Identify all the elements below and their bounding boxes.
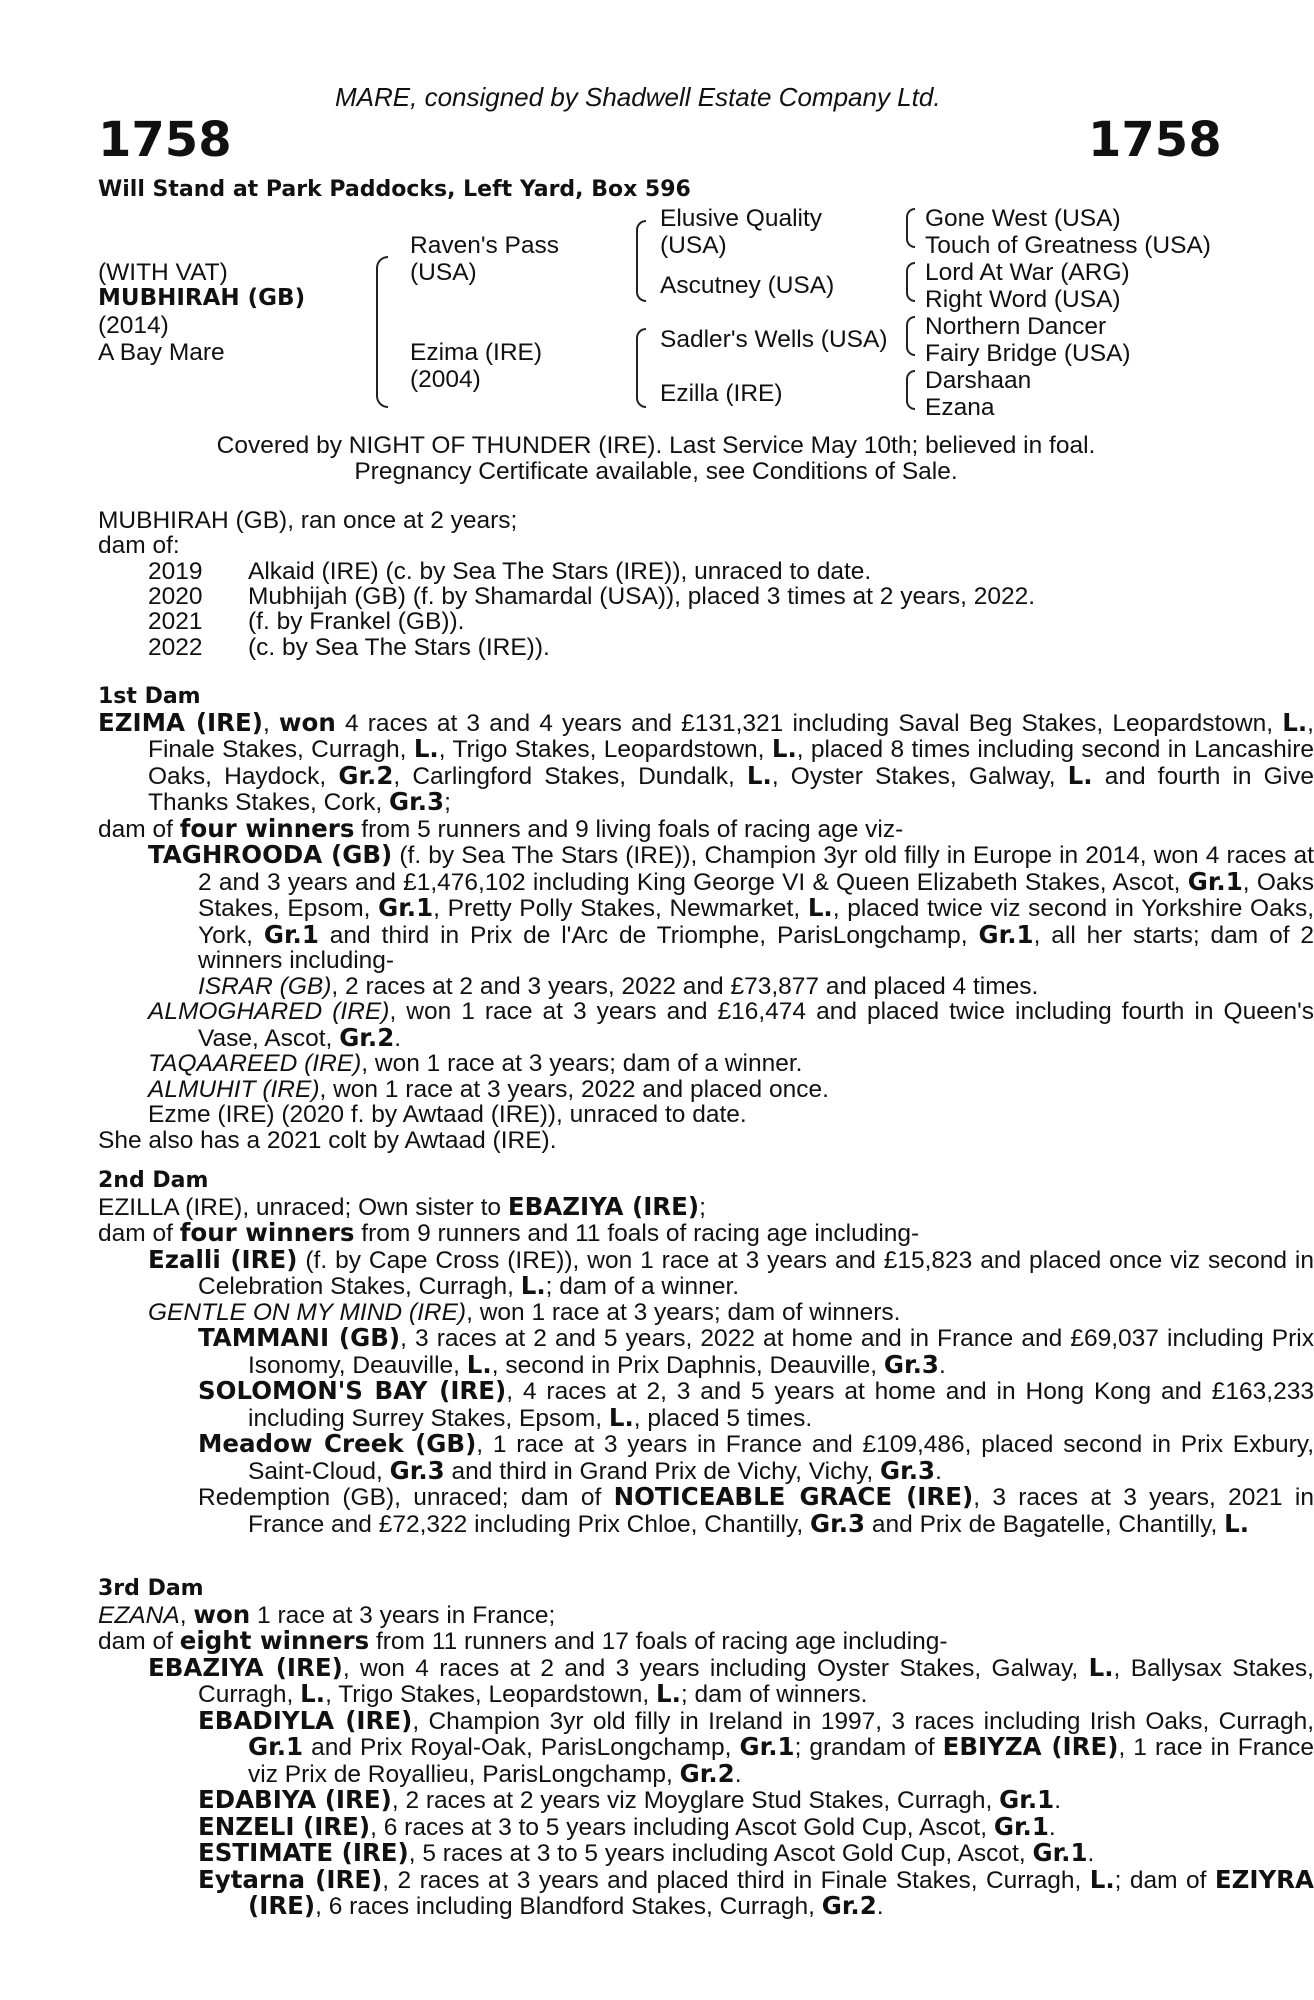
grandparent-2: Touch of Greatness (USA) (925, 232, 1211, 259)
pedigree-brace-g1 (906, 208, 915, 248)
produce-text: (c. by Sea The Stars (IRE)). (248, 634, 550, 661)
horse-name: MUBHIRAH (GB) (98, 285, 306, 311)
ezalli-entry: Ezalli (IRE) (f. by Cape Cross (IRE)), won 1 race at 3 years and £15,823 and placed once viz second in Celebration Stakes, Curragh, L.; dam of a winner. (148, 1244, 1314, 1300)
produce-damof: dam of: (98, 532, 180, 559)
israr-entry: ISRAR (GB), 2 races at 2 and 3 years, 2022 and £73,877 and placed 4 times. (198, 972, 1039, 1000)
horse-year: (2014) (98, 312, 169, 339)
grandparent-5: Northern Dancer (925, 313, 1107, 340)
stand-location: Will Stand at Park Paddocks, Left Yard, Box 596 (98, 177, 691, 202)
dam-sire: Sadler's Wells (USA) (660, 326, 888, 353)
second-dam-section (98, 1168, 1314, 1537)
second-dam-summary: dam of four winners from 9 runners and 11 foals of racing age including- (98, 1218, 920, 1247)
almuhit-entry: ALMUHIT (IRE), won 1 race at 3 years, 2022 and placed once. (148, 1075, 829, 1103)
produce-year: 2021 (148, 608, 203, 635)
produce-text: Mubhijah (GB) (f. by Shamardal (USA)), placed 3 times at 2 years, 2022. (248, 583, 1036, 610)
pedigree-brace-g4 (906, 370, 915, 410)
pedigree-brace-main (376, 256, 388, 408)
grandparent-8: Ezana (925, 394, 995, 421)
dam-year: (2004) (410, 366, 481, 393)
consignor-line: MARE, consigned by Shadwell Estate Company Ltd. (335, 82, 941, 112)
third-dam-section (98, 1576, 1314, 1920)
estimate-entry: ESTIMATE (IRE), 5 races at 3 to 5 years including Ascot Gold Cup, Ascot, Gr.1. (198, 1838, 1095, 1867)
almoghared-entry: ALMOGHARED (IRE), won 1 race at 3 years and £16,474 and placed twice including fourth in Queen's Vase, Ascot, Gr.2. (148, 998, 1314, 1052)
sire-sire-country: (USA) (660, 232, 727, 259)
eytarna-entry: Eytarna (IRE), 2 races at 3 years and placed third in Finale Stakes, Curragh, L.; dam of EZIYRA (IRE), 6 races including Blandford Stakes, Curragh, Gr.2. (198, 1864, 1314, 1920)
ezima-entry: EZIMA (IRE), won 4 races at 3 and 4 years and £131,321 including Saval Beg Stakes, Leopardstown, L., Finale Stakes, Curragh, L., Trigo Stakes, Leopardstown, L., placed 8 times including second in Lancashire Oaks, Haydock, Gr.2, Carlingford Stakes, Dundalk, L., Oyster Stakes, Galway, L. and fourth in Give Thanks Stakes, Cork, Gr.3; (98, 707, 1314, 816)
tammani-entry: TAMMANI (GB), 3 races at 2 and 5 years, 2022 at home and in France and £69,037 including Prix Isonomy, Deauville, L., second in Prix Daphnis, Deauville, Gr.3. (198, 1323, 1314, 1379)
first-dam-section (98, 684, 1314, 1153)
ezme-entry: Ezme (IRE) (2020 f. by Awtaad (IRE)), unraced to date. (148, 1101, 747, 1128)
solomons-bay-entry: SOLOMON'S BAY (IRE), 4 races at 2, 3 and 5 years at home and in Hong Kong and £163,233 including Surrey Stakes, Epsom, L., placed 5 times. (198, 1376, 1314, 1432)
meadow-creek-entry: Meadow Creek (GB), 1 race at 3 years in France and £109,486, placed second in Prix Exbury, Saint-Cloud, Gr.3 and third in Grand Prix de Vichy, Vichy, Gr.3. (198, 1429, 1314, 1485)
pedigree-brace-g3 (906, 316, 915, 356)
ebaziya-entry: EBAZIYA (IRE), won 4 races at 2 and 3 years including Oyster Stakes, Galway, L., Ballysax Stakes, Curragh, L., Trigo Stakes, Leopardstown, L.; dam of winners. (148, 1652, 1314, 1708)
first-dam-summary: dam of four winners from 5 runners and 9 living foals of racing age viz- (98, 813, 904, 843)
grandparent-6: Fairy Bridge (USA) (925, 340, 1131, 367)
horse-description: A Bay Mare (98, 339, 225, 366)
produce-year: 2022 (148, 634, 203, 661)
ebadiyla-entry: EBADIYLA (IRE), Champion 3yr old filly in Ireland in 1997, 3 races including Irish Oaks, Curragh, Gr.1 and Prix Royal-Oak, ParisLongchamp, Gr.1; grandam of EBIYZA (IRE), 1 race in France viz Prix de Royallieu, ParisLongchamp, Gr.2. (198, 1705, 1314, 1788)
second-dam-heading: 2nd Dam (98, 1168, 209, 1193)
third-dam-heading: 3rd Dam (98, 1576, 204, 1601)
gentle-entry: GENTLE ON MY MIND (IRE), won 1 race at 3 years; dam of winners. (148, 1298, 901, 1326)
cover-line-1: Covered by NIGHT OF THUNDER (IRE). Last Service May 10th; believed in foal. (216, 432, 1096, 459)
dam-dam: Ezilla (IRE) (660, 380, 783, 407)
sire-name: Raven's Pass (410, 232, 560, 259)
taghrooda-entry: TAGHROODA (GB) (f. by Sea The Stars (IRE)), Champion 3yr old filly in Europe in 2014, won 4 races at 2 and 3 years and £1,476,102 including King George VI & Queen Elizabeth Stakes, Ascot, Gr.1, Oaks Stakes, Epsom, Gr.1, Pretty Polly Stakes, Newmarket, L., placed twice viz second in Yorkshire Oaks, York, Gr.1 and third in Prix de l'Arc de Triomphe, ParisLongchamp, Gr.1, all her starts; dam of 2 winners including- (148, 840, 1314, 974)
grandparent-7: Darshaan (925, 367, 1032, 394)
enzeli-entry: ENZELI (IRE), 6 races at 3 to 5 years including Ascot Gold Cup, Ascot, Gr.1. (198, 1811, 1056, 1841)
produce-text: Alkaid (IRE) (c. by Sea The Stars (IRE)), unraced to date. (248, 558, 872, 585)
grandparent-4: Right Word (USA) (925, 286, 1121, 313)
sire-country: (USA) (410, 259, 477, 286)
produce-intro: MUBHIRAH (GB), ran once at 2 years; (98, 507, 518, 534)
vat-label: (WITH VAT) (98, 259, 228, 286)
sire-sire: Elusive Quality (660, 205, 823, 232)
taghrooda-name: TAGHROODA (GB) (148, 840, 393, 869)
produce-year: 2020 (148, 583, 203, 610)
ezima-name: EZIMA (IRE) (98, 707, 263, 737)
pedigree-brace-g2 (906, 262, 915, 302)
pedigree-brace-sire (636, 220, 646, 302)
grandparent-1: Gone West (USA) (925, 205, 1121, 232)
cover-line-2: Pregnancy Certificate available, see Conditions of Sale. (354, 457, 958, 485)
colt-note: She also has a 2021 colt by Awtaad (IRE). (98, 1126, 557, 1154)
dam-name: Ezima (IRE) (410, 339, 543, 366)
sire-dam: Ascutney (USA) (660, 272, 835, 299)
third-dam-summary: dam of eight winners from 11 runners and 17 foals of racing age including- (98, 1626, 948, 1655)
redemption-entry: Redemption (GB), unraced; dam of NOTICEABLE GRACE (IRE), 3 races at 3 years, 2021 in France and £72,322 including Prix Chloe, Chantilly, Gr.3 and Prix de Bagatelle, Chantilly, L. (198, 1482, 1314, 1538)
edabiya-entry: EDABIYA (IRE), 2 races at 2 years viz Moyglare Stud Stakes, Curragh, Gr.1. (198, 1785, 1062, 1814)
ezilla-entry: EZILLA (IRE), unraced; Own sister to EBAZIYA (IRE); (98, 1191, 706, 1221)
produce-text: (f. by Frankel (GB)). (248, 608, 465, 635)
taqaareed-entry: TAQAAREED (IRE), won 1 race at 3 years; dam of a winner. (148, 1050, 803, 1077)
pedigree-brace-dam (636, 328, 646, 408)
first-dam-heading: 1st Dam (98, 684, 201, 709)
ezana-entry: EZANA, won 1 race at 3 years in France; (98, 1599, 556, 1629)
lot-number-right: 1758 (1088, 112, 1222, 168)
produce-year: 2019 (148, 558, 203, 585)
grandparent-3: Lord At War (ARG) (925, 259, 1130, 286)
lot-number-left: 1758 (98, 112, 232, 168)
cover-note (98, 433, 1214, 484)
